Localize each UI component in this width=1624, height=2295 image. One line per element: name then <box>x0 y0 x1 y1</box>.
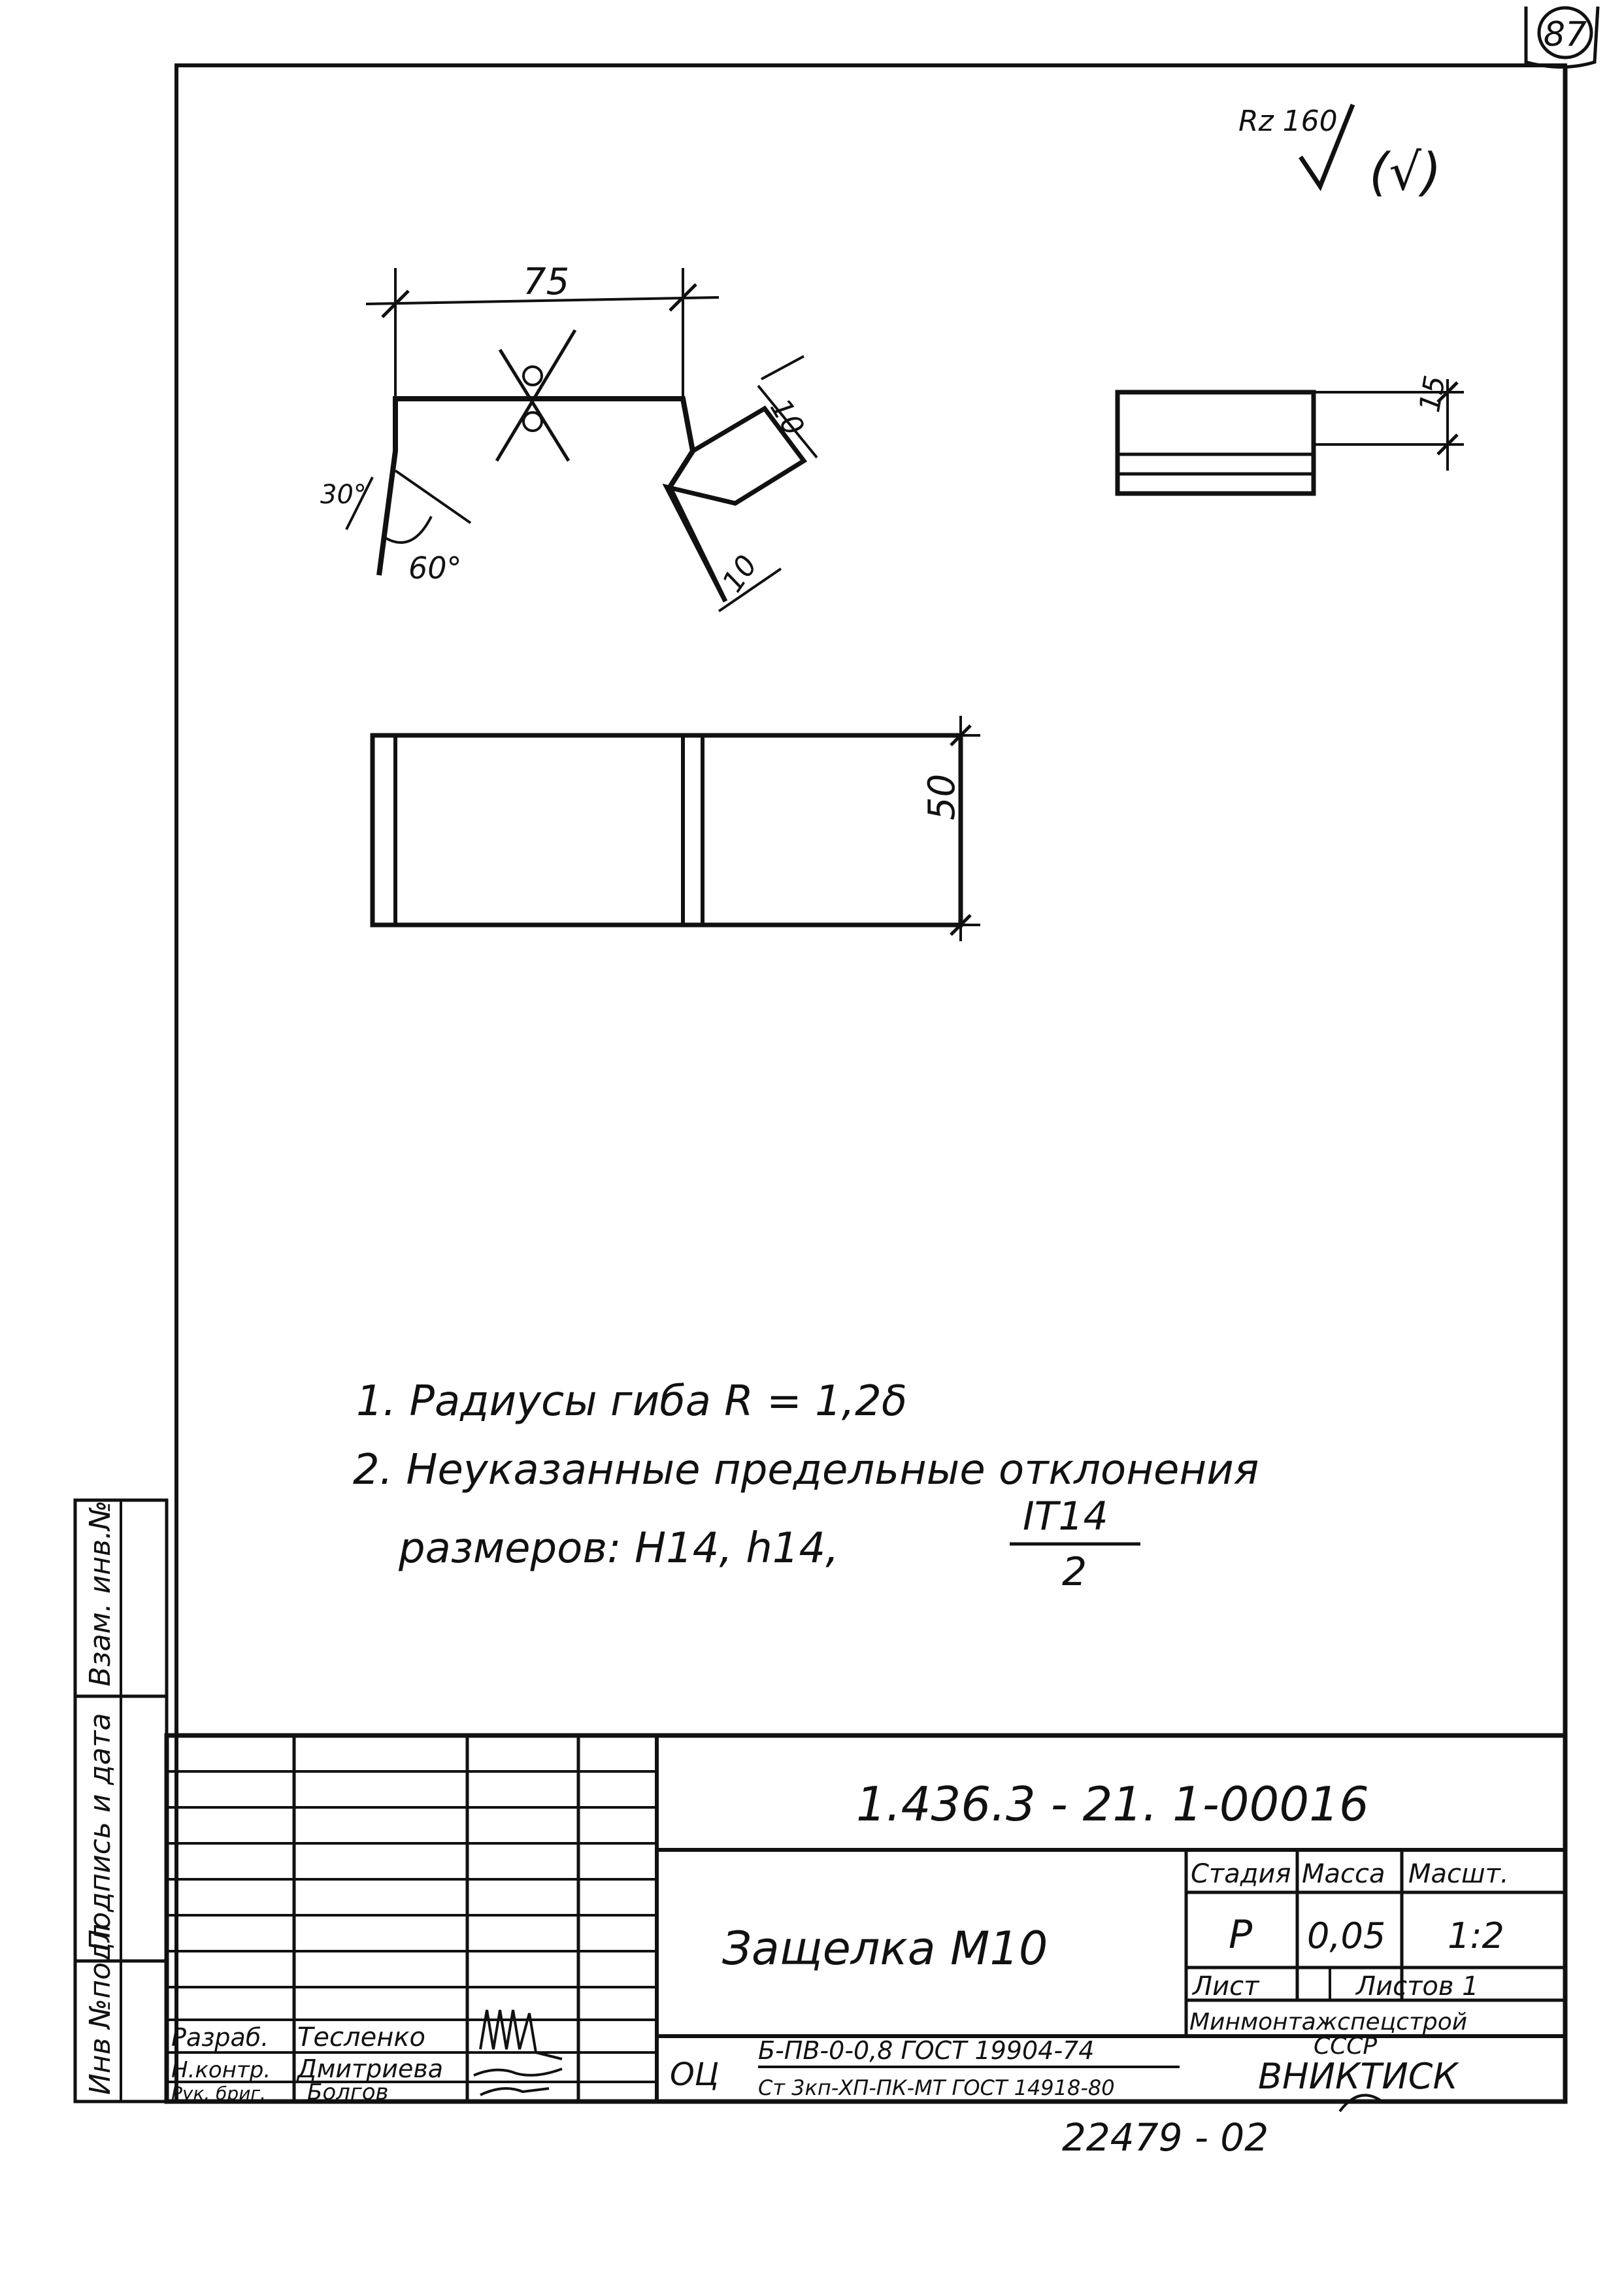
roughness-parenthetical: (√) <box>1369 143 1442 202</box>
tolerance-denominator: 2 <box>1062 1549 1087 1595</box>
stage-header: Стадия <box>1191 1859 1291 1889</box>
dim-flange-bottom: 10 <box>716 549 765 599</box>
organization-line-2: СССР <box>1314 2033 1378 2060</box>
front-view <box>320 261 817 611</box>
mass-header: Масса <box>1302 1859 1385 1889</box>
scale-value: 1:2 <box>1448 1915 1504 1956</box>
side-stamp <box>75 1500 167 2102</box>
title-block <box>167 1735 1565 2105</box>
role-2-name: Дмитриева <box>297 2054 444 2083</box>
roughness-symbol <box>1238 105 1442 202</box>
archive-stamp <box>1062 2095 1382 2160</box>
role-3: Рук. бриг. <box>171 2083 267 2104</box>
plan-view <box>373 716 980 941</box>
dim-plan-height: 50 <box>921 773 963 820</box>
note-1: 1. Радиусы гиба R = 1,2δ <box>356 1377 907 1426</box>
vzam-inv-label: Взам. инв.№ <box>84 1500 117 1686</box>
scale-header: Масшт. <box>1408 1859 1509 1889</box>
document-designation: 1.436.3 - 21. 1-00016 <box>856 1777 1369 1832</box>
podpis-data-label: Подпись и дата <box>84 1713 117 1951</box>
organization-line-1: Минмонтажспецстрой <box>1189 2009 1468 2035</box>
organization-line-3: ВНИКТИСК <box>1258 2056 1458 2097</box>
sheets-count-label: Листов 1 <box>1356 1971 1479 2002</box>
dim-side-height: 15 <box>1413 373 1453 415</box>
material-prefix: ОЦ <box>670 2056 720 2093</box>
roughness-label: Rz 160 <box>1238 105 1338 138</box>
tolerance-numerator: IT14 <box>1023 1494 1108 1539</box>
role-2: Н.контр. <box>171 2057 271 2083</box>
role-3-name: Болгов <box>307 2079 389 2105</box>
material-line-2: Ст 3кп-ХП-ПК-МТ ГОСТ 14918-80 <box>758 2075 1115 2100</box>
part-name: Защелка М10 <box>722 1922 1048 1975</box>
role-1-name: Тесленко <box>297 2022 425 2052</box>
sheet-label: Лист <box>1193 1971 1259 2002</box>
stage-value: Р <box>1229 1912 1253 1958</box>
sheet-number-stamp <box>1526 7 1598 67</box>
side-view <box>1118 373 1464 494</box>
technical-notes <box>353 1377 1259 1595</box>
sheet-number: 87 <box>1543 15 1587 54</box>
dim-flange-right: 10 <box>763 393 811 442</box>
note-2-line-1: 2. Неуказанные предельные отклонения <box>353 1446 1259 1494</box>
dim-top-width: 75 <box>523 261 570 303</box>
material-line-1: Б-ПВ-0-0,8 ГОСТ 19904-74 <box>758 2036 1095 2065</box>
archive-number: 22479 - 02 <box>1062 2115 1269 2160</box>
note-2-line-2: размеров: H14, h14, <box>399 1524 839 1573</box>
angle-small: 30° <box>320 480 367 510</box>
mass-value: 0,05 <box>1307 1915 1386 1956</box>
inv-podl-label: Инв №подл <box>84 1924 117 2095</box>
angle-large: 60° <box>408 550 462 586</box>
role-1: Разраб. <box>171 2023 269 2052</box>
